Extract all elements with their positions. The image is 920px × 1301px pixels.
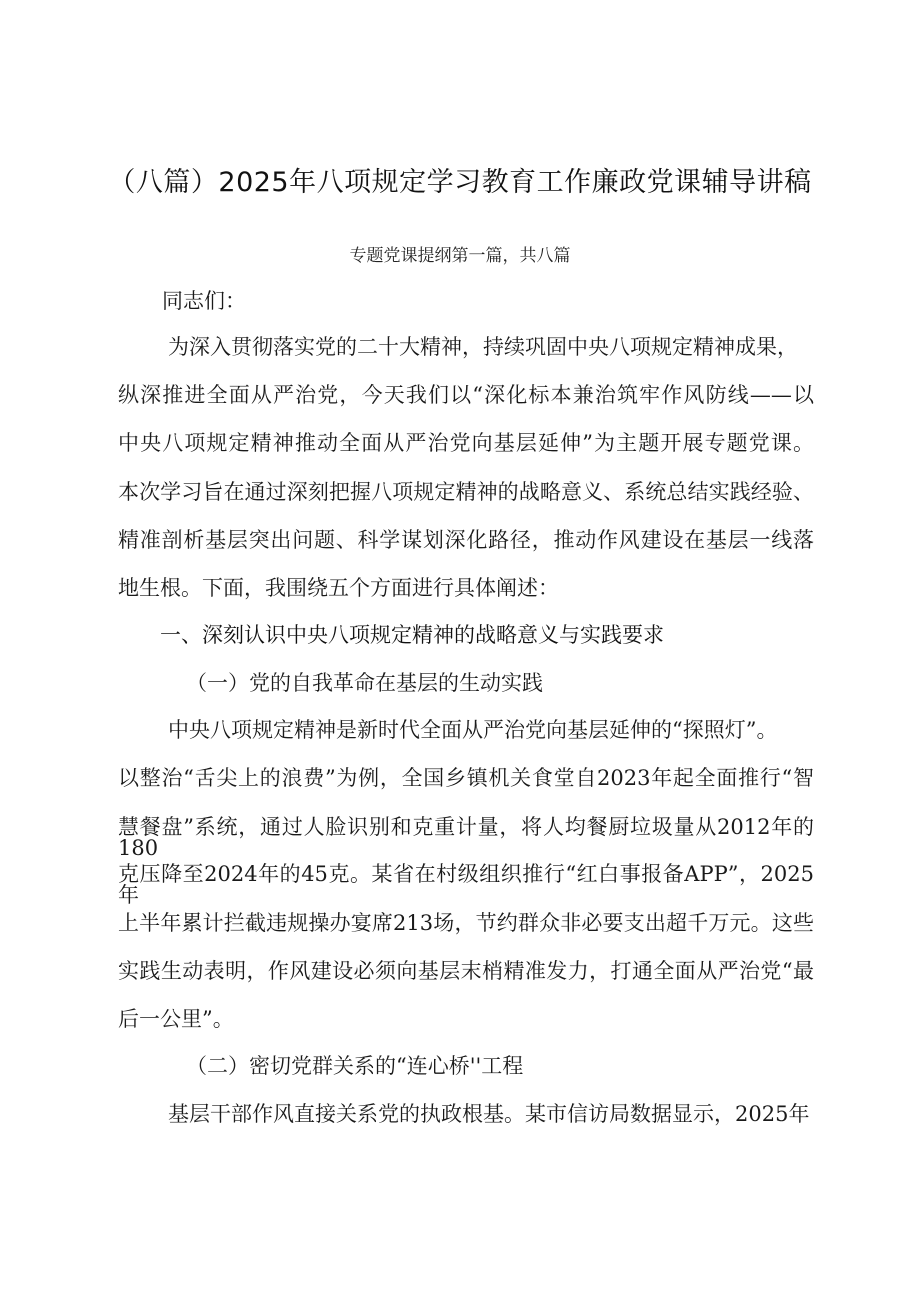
paragraph-line: 纵深推进全面从严治党，今天我们以“深化标本兼治筑牢作风防线——以: [118, 383, 814, 407]
paragraph-line: 上半年累计拦截违规操办宴席213场，节约群众非必要支出超千万元。这些: [118, 911, 814, 935]
paragraph-line: 中央八项规定精神是新时代全面从严治党向基层延伸的“探照灯”。: [168, 718, 778, 742]
paragraph-line: 地生根。下面，我围绕五个方面进行具体阐述：: [118, 576, 559, 600]
document-title: （八篇）2025年八项规定学习教育工作廉政党课辅导讲稿: [108, 167, 812, 198]
paragraph-line: 本次学习旨在通过深刻把握八项规定精神的战略意义、系统总结实践经验、: [118, 480, 814, 504]
paragraph-line: 克压降至2024年的45克。某省在村级组织推行“红白事报备APP”，2025年: [118, 862, 814, 907]
salutation: 同志们：: [162, 289, 246, 313]
paragraph-line: 为深入贯彻落实党的二十大精神，持续巩固中央八项规定精神成果，: [168, 335, 798, 359]
paragraph-line: 实践生动表明，作风建设必须向基层末梢精准发力，打通全面从严治党“最: [118, 959, 814, 983]
subsection-heading: （二）密切党群关系的“连心桥''工程: [186, 1054, 524, 1078]
paragraph-line: 后一公里”。: [118, 1007, 234, 1031]
document-subtitle: 专题党课提纲第一篇，共八篇: [349, 246, 571, 266]
section-heading: 一、深刻认识中央八项规定精神的战略意义与实践要求: [160, 623, 664, 647]
paragraph-line: 慧餐盘”系统，通过人脸识别和克重计量，将人均餐厨垃圾量从2012年的180: [118, 815, 814, 860]
paragraph-line: 基层干部作风直接关系党的执政根基。某市信访局数据显示，2025年: [168, 1102, 810, 1126]
subsection-heading: （一）党的自我革命在基层的生动实践: [186, 671, 543, 695]
paragraph-line: 精准剖析基层突出问题、科学谋划深化路径，推动作风建设在基层一线落: [118, 528, 814, 552]
paragraph-line: 以整治“舌尖上的浪费”为例，全国乡镇机关食堂自2023年起全面推行“智: [118, 766, 814, 790]
paragraph-line: 中央八项规定精神推动全面从严治党向基层延伸”为主题开展专题党课。: [118, 431, 814, 455]
